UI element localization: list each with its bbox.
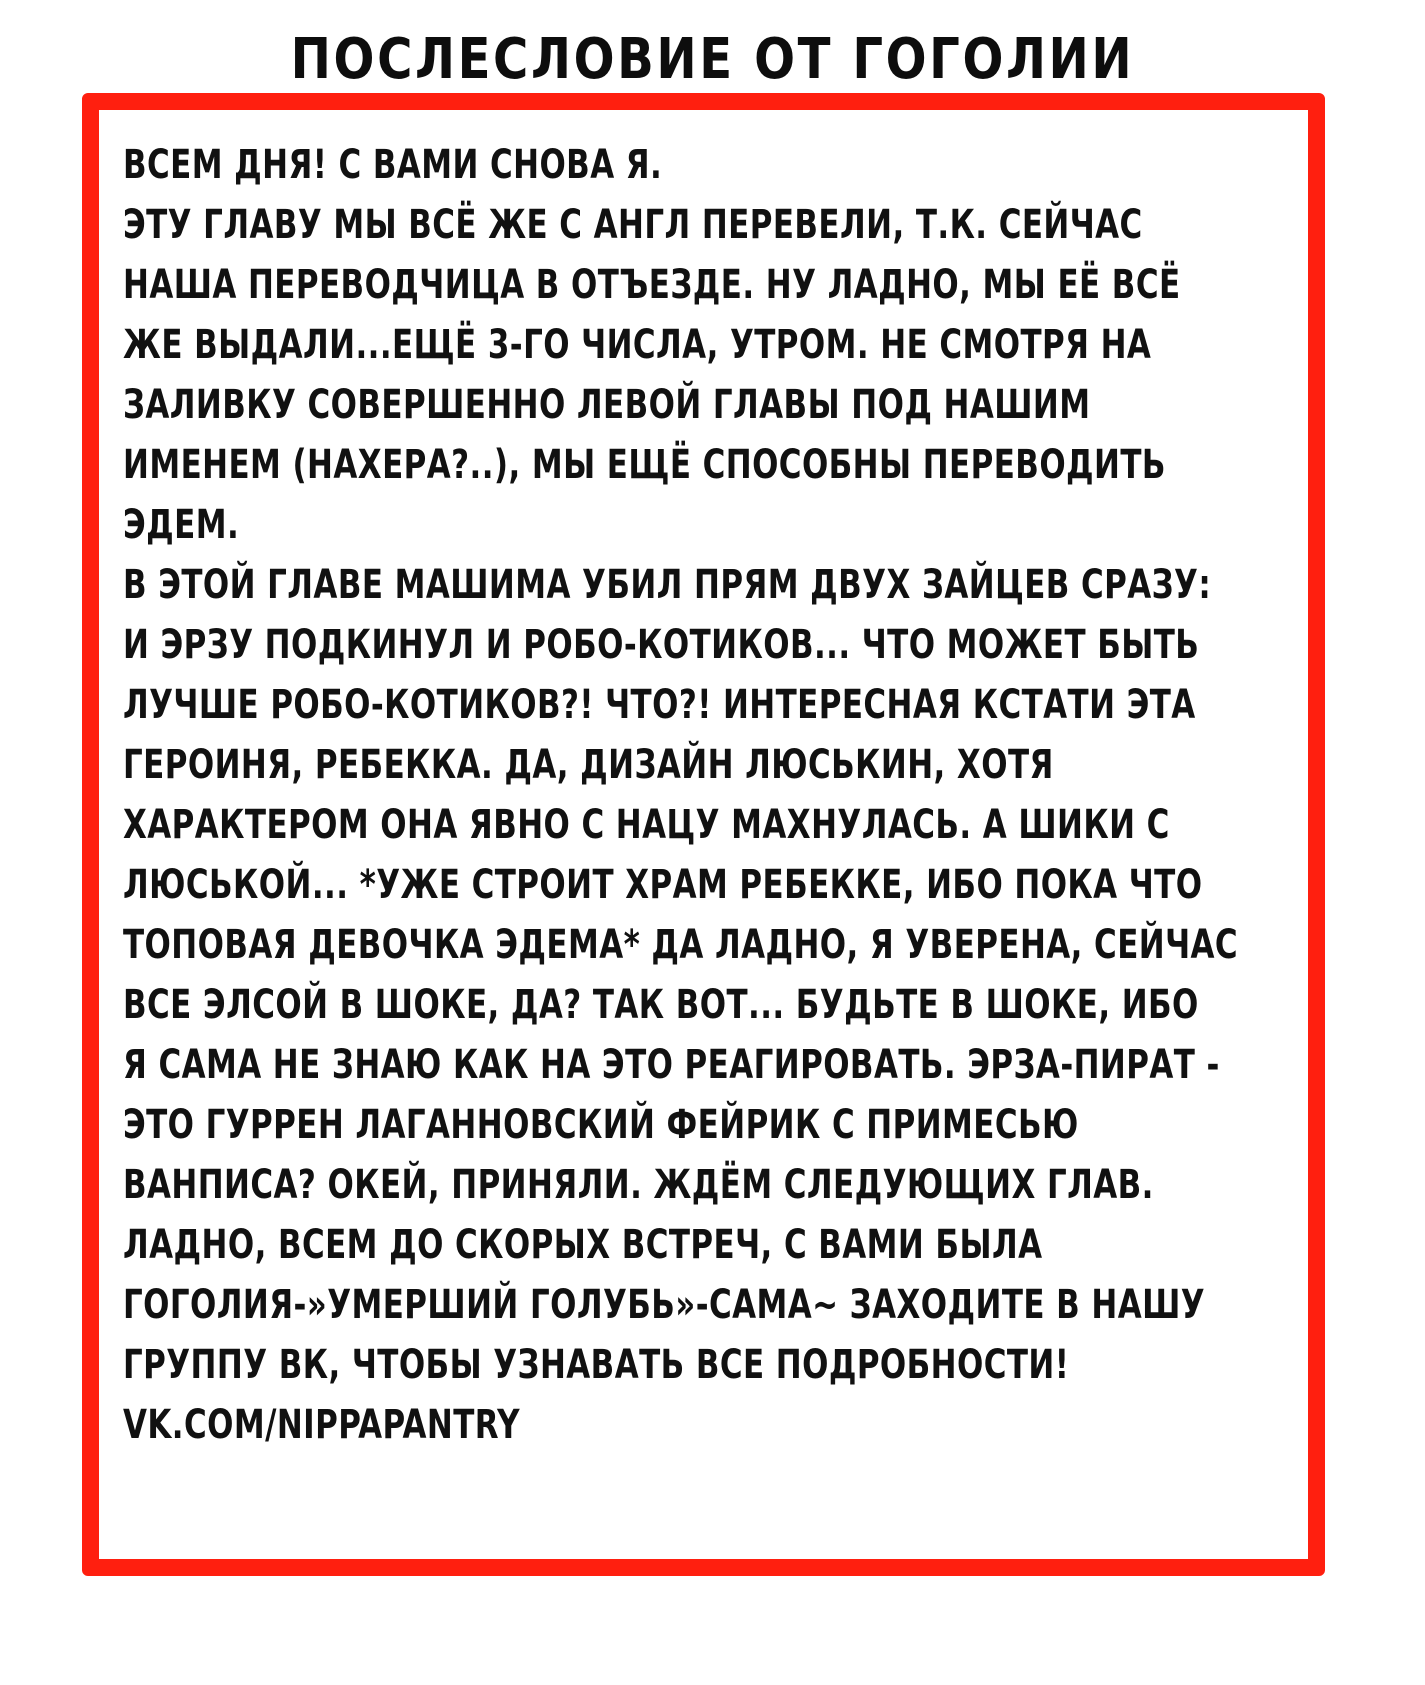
text-line: ТОПОВАЯ ДЕВОЧКА ЭДЕМА* ДА ЛАДНО, Я УВЕРЕНА, СЕЙЧАС xyxy=(123,922,1239,968)
text-line: ЖЕ ВЫДАЛИ...ЕЩЁ 3-ГО ЧИСЛА, УТРОМ. НЕ СМОТРЯ НА xyxy=(123,322,1152,368)
group-link[interactable]: VK.COM/NIPPAPANTRY xyxy=(123,1402,520,1448)
text-line: ВАНПИСА? ОКЕЙ, ПРИНЯЛИ. ЖДЁМ СЛЕДУЮЩИХ ГЛАВ. xyxy=(123,1162,1154,1208)
text-line: ГРУППУ ВК, ЧТОБЫ УЗНАВАТЬ ВСЕ ПОДРОБНОСТИ! xyxy=(123,1342,1070,1388)
text-line: ВСЕМ ДНЯ! С ВАМИ СНОВА Я. xyxy=(123,142,663,188)
text-line: ЛУЧШЕ РОБО-КОТИКОВ?! ЧТО?! ИНТЕРЕСНАЯ КСТАТИ ЭТА xyxy=(123,682,1196,728)
text-line: ЭТО ГУРРЕН ЛАГАННОВСКИЙ ФЕЙРИК С ПРИМЕСЬЮ xyxy=(123,1102,1079,1148)
text-line: ЗАЛИВКУ СОВЕРШЕННО ЛЕВОЙ ГЛАВЫ ПОД НАШИМ xyxy=(123,382,1091,428)
afterword-text xyxy=(123,135,1323,1455)
text-line: В ЭТОЙ ГЛАВЕ МАШИМА УБИЛ ПРЯМ ДВУХ ЗАЙЦЕВ СРАЗУ: xyxy=(123,562,1212,608)
text-line: НАША ПЕРЕВОДЧИЦА В ОТЪЕЗДЕ. НУ ЛАДНО, МЫ ЕЁ ВСЁ xyxy=(123,262,1181,308)
text-line: ЭДЕМ. xyxy=(123,502,240,548)
text-line: ГОГОЛИЯ-»УМЕРШИЙ ГОЛУБЬ»-САМА~ ЗАХОДИТЕ В НАШУ xyxy=(123,1282,1206,1328)
text-line: И ЭРЗУ ПОДКИНУЛ И РОБО-КОТИКОВ... ЧТО МОЖЕТ БЫТЬ xyxy=(123,622,1200,668)
text-line: ЛЮСЬКОЙ... *УЖЕ СТРОИТ ХРАМ РЕБЕККЕ, ИБО ПОКА ЧТО xyxy=(123,862,1203,908)
text-line: ГЕРОИНЯ, РЕБЕККА. ДА, ДИЗАЙН ЛЮСЬКИН, ХОТЯ xyxy=(123,742,1054,788)
text-line: Я САМА НЕ ЗНАЮ КАК НА ЭТО РЕАГИРОВАТЬ. ЭРЗА-ПИРАТ - xyxy=(123,1042,1220,1088)
text-line: ХАРАКТЕРОМ ОНА ЯВНО С НАЦУ МАХНУЛАСЬ. А ШИКИ С xyxy=(123,802,1170,848)
text-line: ЭТУ ГЛАВУ МЫ ВСЁ ЖЕ С АНГЛ ПЕРЕВЕЛИ, Т.К. СЕЙЧАС xyxy=(123,202,1143,248)
text-line: ИМЕНЕМ (НАХЕРА?..), МЫ ЕЩЁ СПОСОБНЫ ПЕРЕВОДИТЬ xyxy=(123,442,1166,488)
text-line: ЛАДНО, ВСЕМ ДО СКОРЫХ ВСТРЕЧ, С ВАМИ БЫЛА xyxy=(123,1222,1043,1268)
text-line: ВСЕ ЭЛСОЙ В ШОКЕ, ДА? ТАК ВОТ... БУДЬТЕ В ШОКЕ, ИБО xyxy=(123,982,1199,1028)
page-title: ПОСЛЕСЛОВИЕ ОТ ГОГОЛИИ xyxy=(290,27,1135,92)
